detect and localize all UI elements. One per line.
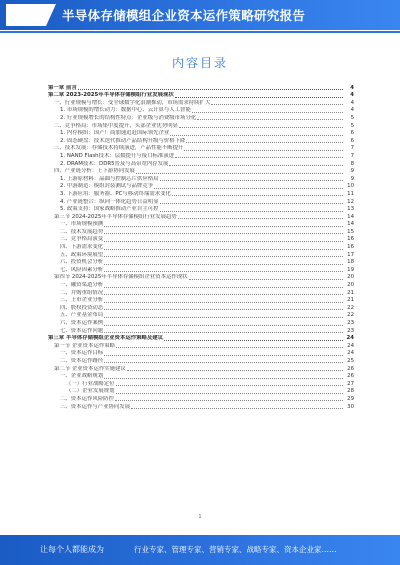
toc-entry-page: 5 [350, 114, 354, 121]
toc-entry[interactable] [48, 107, 354, 115]
toc-entry-title: 二、并购重组情况 [60, 289, 104, 296]
toc-entry-page: 20 [347, 282, 354, 289]
toc-entry-title: （一）行业战略定位 [66, 380, 115, 387]
toc-entry-title: 三、技术发展：存储技术持续演进，产品性能不断提升 [54, 145, 184, 152]
toc-entry-page: 4 [350, 107, 354, 114]
toc-leader-dots [169, 165, 343, 166]
toc-entry[interactable] [48, 312, 354, 320]
toc-entry-title: 一、企业战略规划 [60, 373, 104, 380]
toc-leader-dots [115, 400, 343, 401]
toc-entry-page: 6 [350, 130, 354, 137]
toc-entry-title: 4. 产业链整合：纵向一体化趋势日益明显 [60, 198, 159, 205]
toc-leader-dots [160, 180, 344, 181]
toc-entry-page: 7 [350, 145, 354, 152]
toc-leader-dots [104, 226, 343, 227]
toc-entry-page: 28 [347, 388, 354, 395]
toc-leader-dots [172, 195, 343, 196]
toc-entry-page: 10 [347, 183, 354, 190]
toc-entry[interactable] [48, 99, 354, 107]
toc-entry[interactable] [48, 228, 354, 236]
toc-entry-page: 24 [346, 335, 354, 342]
toc-entry-title: 3. 下游应用：服务器、PC与移动终端需求变化 [60, 190, 171, 197]
toc-entry[interactable] [48, 92, 354, 100]
page-number: 1 [198, 514, 202, 520]
toc-entry[interactable] [48, 304, 354, 312]
toc-entry[interactable] [48, 84, 354, 92]
toc-leader-dots [160, 203, 344, 204]
toc-entry[interactable] [48, 175, 354, 183]
toc-heading: 内容目录 [171, 56, 228, 70]
toc-entry[interactable] [48, 259, 354, 267]
toc-leader-dots [116, 347, 343, 348]
toc-entry-page: 20 [347, 274, 354, 281]
toc-entry-title: 2. DRAM技术：DDR5普及与高带宽内存发展 [60, 160, 169, 167]
toc-entry-title: 四、下游需求变化 [60, 244, 104, 251]
toc-entry-title: 四、股权投资动态 [60, 304, 104, 311]
toc-entry-title: 第四节 2024-2025年半导体存储模组企业资本运作现状 [54, 274, 188, 281]
toc-leader-dots [116, 393, 343, 394]
toc-entry-page: 22 [347, 312, 354, 319]
toc-entry-title: 六、资本运作案例 [60, 320, 104, 326]
toc-leader-dots [154, 188, 343, 189]
toc-entry[interactable] [48, 145, 354, 153]
toc-leader-dots [186, 142, 343, 143]
toc-entry-title: 第二节 企业资本运作实施建议 [54, 365, 126, 372]
toc-leader-dots [175, 97, 343, 98]
toc-entry-title: 一、市场规模预测 [60, 221, 104, 228]
document-title: 半导体存储模组企业资本运作策略研究报告 [62, 8, 306, 23]
toc-entry-title: 二、资本运作路径 [60, 357, 104, 364]
toc-entry[interactable] [48, 289, 354, 297]
toc-entry[interactable] [48, 297, 354, 305]
toc-entry-title: 一、资本运作目标 [60, 350, 104, 357]
toc-entry-page: 21 [347, 297, 354, 304]
toc-leader-dots [104, 294, 343, 295]
toc-entry-title: 1. 上游原材料：晶圆与控制芯片供应格局 [60, 175, 159, 182]
header-divider [0, 31, 400, 33]
toc-entry-page: 4 [350, 92, 354, 99]
toc-leader-dots [178, 218, 343, 219]
toc-entry[interactable] [48, 335, 354, 343]
toc-entry-title: 二、技术发展趋势 [60, 228, 104, 235]
toc-leader-dots [116, 385, 343, 386]
toc-leader-dots [104, 362, 343, 363]
toc-entry-page: 11 [347, 190, 354, 197]
document-header [0, 0, 400, 34]
toc-leader-dots [184, 150, 343, 151]
toc-leader-dots [192, 112, 343, 113]
toc-leader-dots [164, 340, 343, 341]
toc-entry[interactable] [48, 213, 354, 221]
toc-entry-page: 13 [347, 206, 354, 213]
toc-entry-title: 第一节 企业资本运作策略 [54, 342, 116, 349]
toc-entry[interactable] [48, 357, 354, 365]
toc-entry-title: 七、资本运作问题 [60, 327, 104, 334]
footer-slogan: 让每个人都能成为 [40, 545, 104, 554]
toc-entry[interactable] [48, 327, 354, 335]
toc-entry-title: 一、融资渠道分析 [60, 282, 104, 289]
toc-entry-page: 27 [347, 380, 354, 387]
toc-entry-page: 14 [347, 221, 354, 228]
toc-entry-page: 14 [347, 213, 354, 220]
toc-leader-dots [104, 317, 343, 318]
toc-entry[interactable] [48, 183, 354, 191]
toc-entry[interactable] [48, 251, 354, 259]
toc-entry-page: 22 [347, 304, 354, 311]
toc-entry-page: 7 [350, 152, 354, 159]
toc-leader-dots [104, 256, 343, 257]
toc-entry[interactable] [48, 152, 354, 160]
toc-entry[interactable] [48, 236, 354, 244]
toc-entry-title: 三、资本运作与产业协同发展 [60, 403, 131, 410]
toc-leader-dots [104, 241, 343, 242]
toc-entry-title: 二、竞争格局：市场集中度提升，头部企业优势明显 [54, 122, 178, 129]
toc-entry[interactable] [48, 380, 354, 388]
toc-entry-title: 5. 政策支持：国家战略推动产业自主可控 [60, 206, 159, 213]
toc-entry-page: 18 [347, 259, 354, 266]
document-footer [0, 535, 400, 565]
toc-entry[interactable] [48, 137, 354, 145]
toc-entry-page: 8 [350, 160, 354, 167]
toc-leader-dots [104, 378, 343, 379]
toc-entry-page: 23 [347, 320, 354, 326]
toc-entry-page: 24 [347, 342, 354, 349]
toc-leader-dots [104, 325, 343, 326]
toc-entry-page: 25 [347, 357, 354, 364]
toc-entry[interactable] [48, 266, 354, 274]
toc-entry-page: 29 [347, 395, 354, 402]
toc-entry-title: 三、竞争格局演变 [60, 236, 104, 243]
toc-entry[interactable] [48, 122, 354, 130]
toc-entry-page: 15 [347, 228, 354, 235]
toc-entry[interactable] [48, 243, 354, 251]
toc-entry-title: 2. 固态硬盘：技术迭代推动产品结构升级与价格下降 [60, 137, 186, 144]
toc-entry-page: 16 [347, 244, 354, 251]
toc-leader-dots [189, 279, 343, 280]
toc-entry[interactable] [48, 319, 354, 327]
toc-entry-title: 五、产业基金布局 [60, 312, 104, 319]
toc-entry-title: 三、上市企业分析 [60, 297, 104, 304]
toc-entry-title: 第三节 2024-2025年半导体存储模组行业发展趋势 [54, 213, 177, 220]
toc-entry[interactable] [48, 190, 354, 198]
toc-entry-page: 21 [347, 289, 354, 296]
toc-entry[interactable] [48, 281, 354, 289]
toc-leader-dots [211, 104, 343, 105]
toc-entry[interactable] [48, 274, 354, 282]
toc-entry-title: 六、投资机会分析 [60, 259, 104, 266]
toc-entry-title: 第三章 半导体存储模组企业资本运作策略及建议 [48, 335, 164, 342]
toc-leader-dots [131, 408, 343, 409]
toc-entry-title: 2. 中游制造：模组封装测试与品牌竞争 [60, 183, 154, 190]
toc-entry-title: 第一章 前言 [48, 84, 77, 91]
toc-leader-dots [104, 271, 343, 272]
toc-entry[interactable] [48, 350, 354, 358]
toc-entry-page: 9 [350, 168, 354, 175]
toc-entry[interactable] [48, 198, 354, 206]
toc-entry[interactable] [48, 342, 354, 350]
toc-entry-page: 4 [350, 84, 354, 91]
toc-entry[interactable] [48, 221, 354, 229]
toc-leader-dots [104, 233, 343, 234]
toc-entry[interactable] [48, 388, 354, 396]
toc-entry-title: 五、政策环境展望 [60, 251, 104, 258]
toc-entry-page: 17 [347, 251, 354, 258]
toc-leader-dots [104, 264, 343, 265]
toc-entry-title: 七、风险因素分析 [60, 266, 104, 273]
toc-entry-page: 5 [350, 122, 354, 129]
toc-entry[interactable] [48, 403, 354, 411]
toc-entry-page: 9 [350, 175, 354, 182]
toc-entry-page: 12 [347, 198, 354, 205]
toc-entry[interactable] [48, 160, 354, 168]
toc-entry-title: 四、产业链分析：上下游协同发展 [54, 168, 135, 175]
toc-entry[interactable] [48, 130, 354, 138]
footer-tagline: 行业专家、管理专家、营销专家、战略专家、资本企业家…… [134, 545, 337, 554]
table-of-contents [48, 84, 354, 489]
toc-leader-dots [104, 332, 343, 333]
toc-leader-dots [160, 211, 344, 212]
toc-entry-title: 第二章 2023-2025年半导体存储模组行业发展现状 [48, 92, 174, 99]
toc-entry-title: 2. 行业规模增长的结构性特点：企业级与消费级市场分化 [60, 114, 197, 121]
toc-entry[interactable] [48, 395, 354, 403]
toc-entry-title: 1. 市场规模的增长动力：数据中心、云计算与人工智能 [60, 107, 191, 114]
toc-entry-page: 26 [347, 373, 354, 380]
toc-entry-page: 26 [347, 365, 354, 372]
toc-entry-page: 4 [350, 99, 354, 106]
toc-leader-dots [127, 370, 343, 371]
toc-entry-page: 19 [347, 266, 354, 273]
toc-entry[interactable] [48, 114, 354, 122]
toc-entry-title: 一、行业规模与增长：受全球数字化浪潮推动，市场需求持续扩大 [54, 99, 211, 106]
toc-leader-dots [104, 309, 343, 310]
toc-entry-title: （二）企业发展规划 [66, 388, 115, 395]
toc-leader-dots [78, 89, 343, 90]
toc-entry-page: 30 [347, 403, 354, 410]
toc-entry[interactable] [48, 365, 354, 373]
toc-leader-dots [197, 119, 343, 120]
toc-leader-dots [175, 157, 343, 158]
toc-entry-title: 1. 内存模组：国产厂商加速追赶国际领先企业 [60, 130, 170, 137]
toc-leader-dots [136, 173, 343, 174]
toc-leader-dots [104, 302, 343, 303]
toc-entry-page: 23 [347, 327, 354, 334]
toc-entry-page: 24 [347, 350, 354, 357]
toc-leader-dots [104, 249, 343, 250]
toc-entry-title: 1. NAND Flash技术：层数提升与接口标准演进 [60, 152, 175, 159]
toc-leader-dots [104, 355, 343, 356]
toc-entry[interactable] [48, 206, 354, 214]
toc-entry-page: 16 [347, 236, 354, 243]
toc-leader-dots [104, 287, 343, 288]
toc-leader-dots [170, 135, 343, 136]
toc-entry-title: 二、资本运作风险防控 [60, 395, 114, 402]
toc-entry[interactable] [48, 373, 354, 381]
toc-entry-page: 6 [350, 137, 354, 144]
toc-leader-dots [179, 127, 343, 128]
toc-entry[interactable] [48, 168, 354, 176]
